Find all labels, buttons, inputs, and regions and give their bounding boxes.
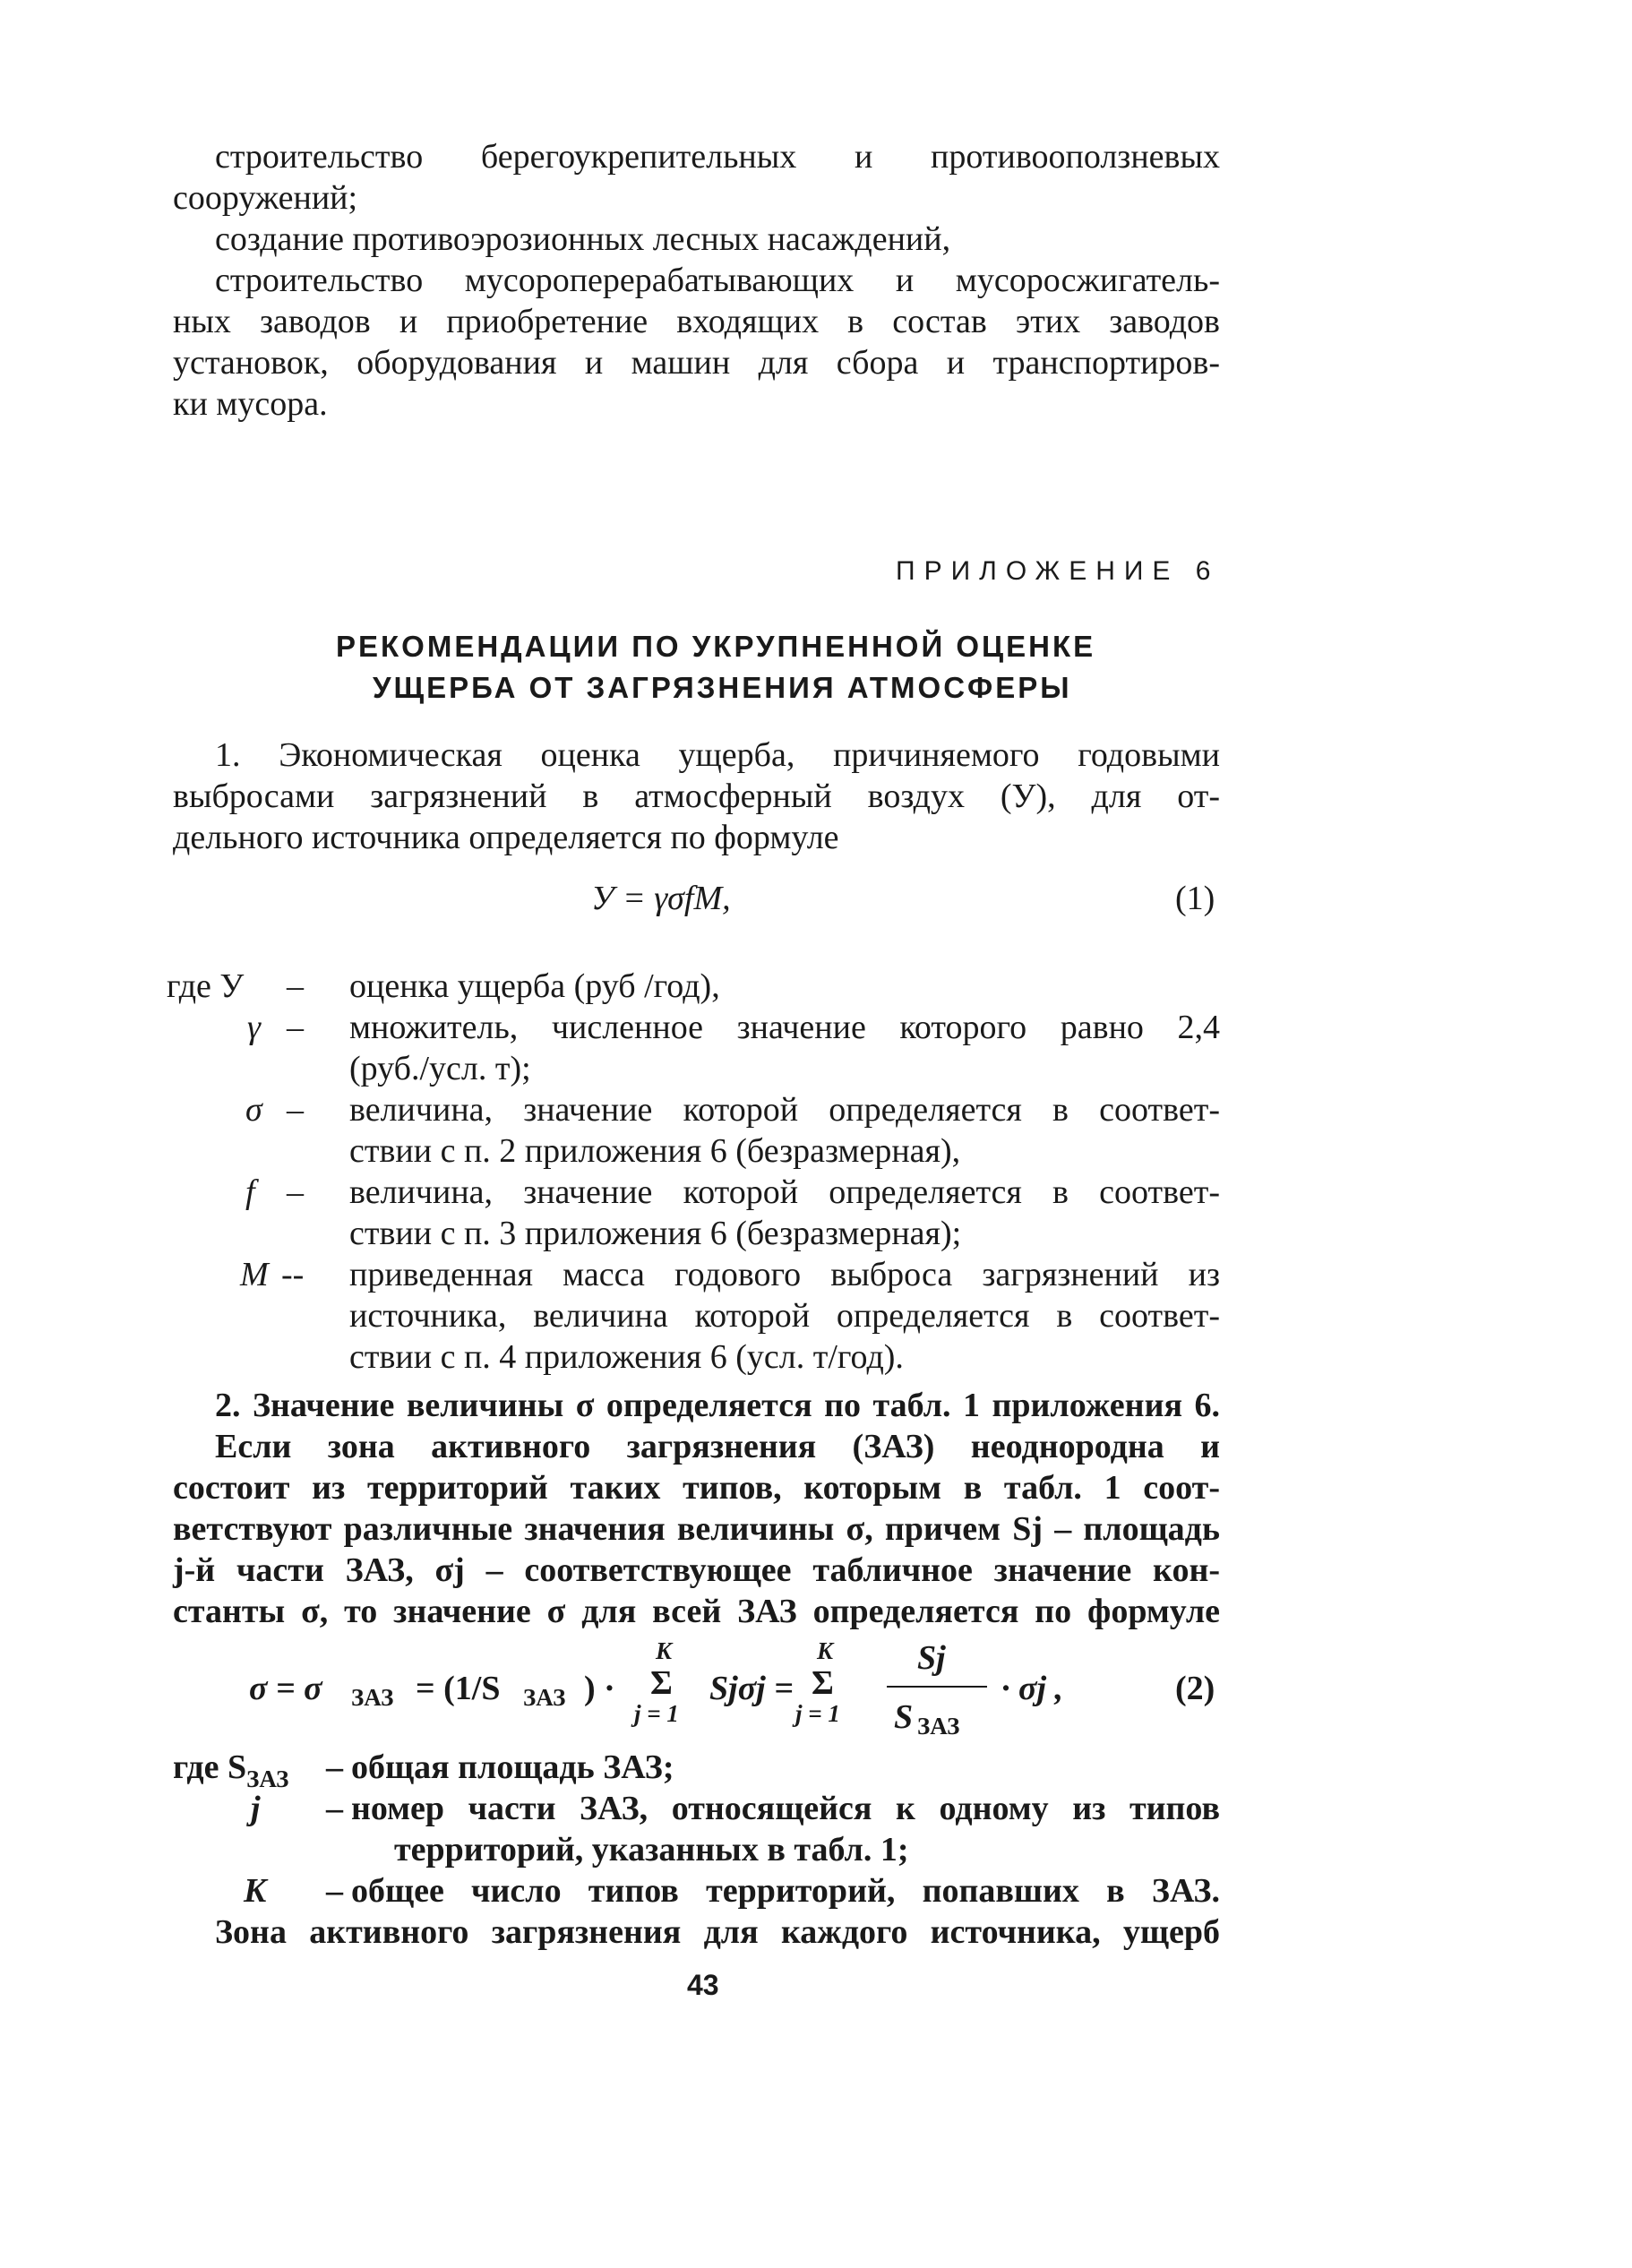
formula-close: ) · [584,1670,615,1707]
paragraph-line: дельного источника определяется по формуле [173,819,839,856]
where-desc: источника, величина которой определяется в соответ- [349,1297,1220,1335]
fraction-numerator: Sj [917,1639,946,1677]
where-symbol: где У [167,967,245,1005]
paragraph-line: 2. Значение величины σ определяется по табл. 1 приложения 6. [215,1387,1220,1424]
paragraph-line: ветствуют различные значения величины σ, причем Sj – площадь [173,1510,1220,1548]
where-symbol: γ [247,1009,261,1046]
where-desc: номер части ЗАЗ, относящейся к одному из типов [351,1790,1220,1827]
intro-line: создание противоэрозионных лесных насаждений, [215,220,951,258]
paragraph-line: выбросами загрязнений в атмосферный воздух (У), для от- [173,777,1220,815]
formula-tail: · σj , [1001,1670,1064,1707]
sum-upper-limit: K [656,1637,673,1664]
where-symbol: f [245,1173,255,1211]
where-dash: – [287,1173,304,1211]
appendix-label: ПРИЛОЖЕНИЕ 6 [896,556,1220,586]
where-dash: -- [281,1256,305,1293]
where-symbol: σ [245,1091,262,1129]
paragraph-line: Зона активного загрязнения для каждого источника, ущерб [215,1913,1220,1951]
formula-subscript: ЗАЗ [917,1713,960,1740]
sum-lower-limit: j = 1 [634,1700,679,1727]
where-symbol-subscript: ЗАЗ [246,1765,289,1792]
paragraph-line: станты σ, то значение σ для всей ЗАЗ определяется по формуле [173,1593,1220,1630]
where-desc: величина, значение которой определяется в соответ- [349,1091,1220,1129]
where-desc: величина, значение которой определяется в соответ- [349,1173,1220,1211]
sum-lower-limit: j = 1 [795,1700,840,1727]
intro-line: строительство мусороперерабатывающих и мусоросжигатель- [215,262,1220,299]
where-symbol: K [244,1872,267,1910]
section-heading-line: РЕКОМЕНДАЦИИ ПО УКРУПНЕННОЙ ОЦЕНКЕ [336,630,1096,663]
where-dash: – [287,967,304,1005]
where-desc: территорий, указанных в табл. 1; [394,1831,909,1869]
formula-1: У = γσfM, [591,880,731,917]
paragraph-line: 1. Экономическая оценка ущерба, причиняемого годовыми [215,736,1220,774]
where-desc: ствии с п. 3 приложения 6 (безразмерная); [349,1215,962,1252]
formula-subscript: ЗАЗ [351,1684,394,1711]
where-symbol: M [240,1256,269,1293]
sum-upper-limit: K [817,1637,834,1664]
page-number: 43 [687,1969,719,2001]
paragraph-line: j-й части ЗАЗ, σj – соответствующее табличное значение кон- [173,1551,1220,1589]
intro-line: сооружений; [173,179,358,217]
paragraph-line: Если зона активного загрязнения (ЗАЗ) неоднородна и [215,1428,1220,1465]
where-dash: – [287,1091,304,1129]
where-symbol-text: где S [173,1748,247,1786]
formula-subscript: ЗАЗ [523,1684,566,1711]
where-desc: множитель, численное значение которого равно 2,4 [349,1009,1220,1046]
section-heading-line: УЩЕРБА ОТ ЗАГРЯЗНЕНИЯ АТМОСФЕРЫ [373,671,1072,704]
sum-sign: Σ [650,1664,673,1702]
sum-sign: Σ [812,1664,834,1702]
where-desc: (руб./усл. т); [349,1050,531,1087]
equation-number: (1) [1175,880,1215,917]
where-symbol: j [251,1790,261,1827]
intro-line: ки мусора. [173,385,328,423]
intro-line: установок, оборудования и машин для сбора и транспортиров- [173,344,1220,382]
formula-lhs: σ = σ [249,1670,322,1707]
where-dash: – [326,1748,343,1786]
where-dash: – [326,1790,343,1827]
where-desc: оценка ущерба (руб /год), [349,967,720,1005]
equation-number: (2) [1175,1670,1215,1707]
intro-line: строительство берегоукрепительных и противооползневых [215,138,1220,176]
where-desc: общее число типов территорий, попавших в ЗАЗ. [351,1872,1220,1910]
fraction-bar [887,1686,987,1688]
where-dash: – [287,1009,304,1046]
formula-term: Sjσj = [709,1670,794,1707]
where-desc: общая площадь ЗАЗ; [351,1748,674,1786]
where-desc: ствии с п. 4 приложения 6 (усл. т/год). [349,1338,904,1376]
formula-eq-mid: = (1/S [416,1670,501,1707]
where-desc: ствии с п. 2 приложения 6 (безразмерная), [349,1132,961,1170]
fraction-denominator: S [894,1698,914,1736]
paragraph-line: состоит из территорий таких типов, которым в табл. 1 соот- [173,1469,1220,1507]
where-dash: – [326,1872,343,1910]
intro-line: ных заводов и приобретение входящих в состав этих заводов [173,303,1220,340]
where-desc: приведенная масса годового выброса загрязнений из [349,1256,1220,1293]
where-symbol [173,1747,288,1792]
